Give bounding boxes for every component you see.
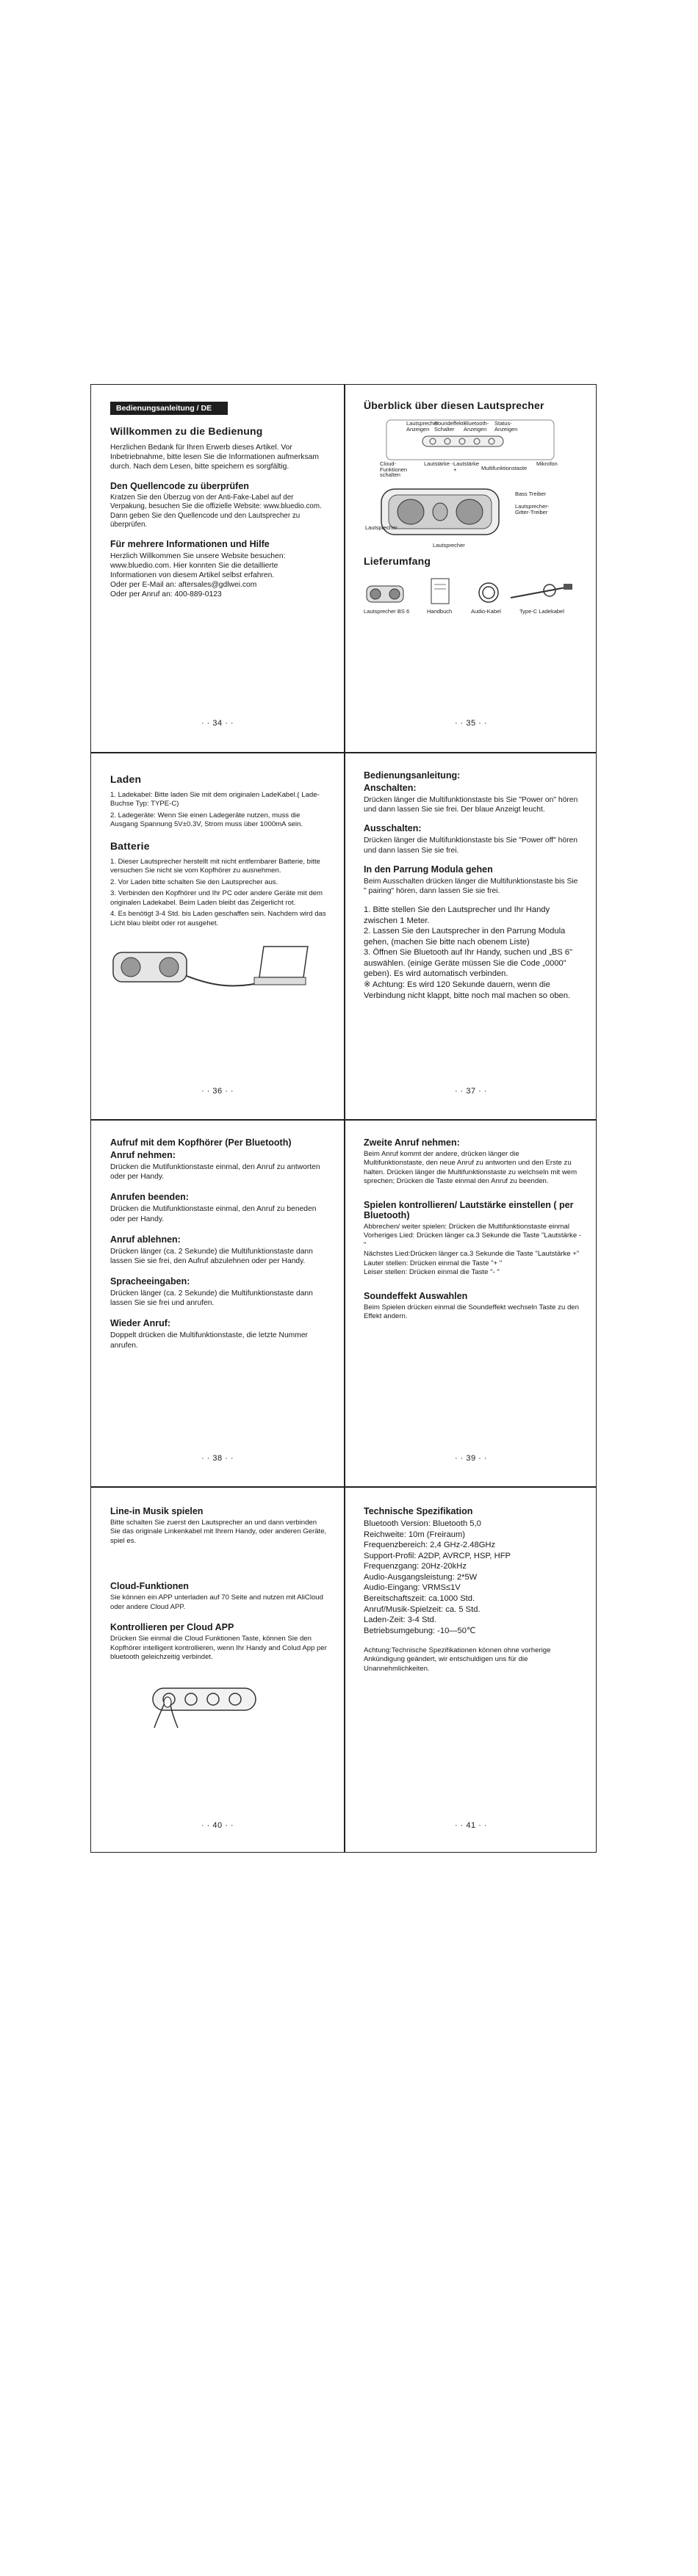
info-heading: Für mehrere Informationen und Hilfe — [110, 538, 270, 549]
label-status-indicator: Status- Anzeigen — [494, 420, 518, 433]
page-35 — [345, 385, 597, 752]
page-number: · · 40 · · — [201, 1821, 234, 1830]
page-number: · · 38 · · — [201, 1454, 234, 1463]
spec-item: Frequenzgang: 20Hz-20kHz — [364, 1562, 467, 1571]
page-number: · · 36 · · — [201, 1087, 234, 1096]
info-line: Oder per E-Mail an: aftersales@gdlwei.com — [110, 581, 257, 590]
spec-item: Audio-Ausgangsleistung: 2*5W — [364, 1572, 478, 1582]
cloud-heading: Cloud-Funktionen — [110, 1581, 189, 1592]
call-section-heading: Wieder Anruf: — [110, 1318, 171, 1329]
page-34 — [91, 385, 344, 752]
pairing-step: 1. Bitte stellen Sie den Lautsprecher und Ihr Handy zwischen 1 Meter. — [364, 905, 550, 925]
specs-note: Achtung:Technische Spezifikationen können ohne vorherige Ankündigung geändert, wir entschuldigen uns für die Unannehmlichkeiten. — [364, 1646, 551, 1673]
soundeffect-text: Beim Spielen drücken einmal die Soundeffekt wechseln Taste zu den Effekt andern. — [364, 1303, 579, 1321]
line-in-text: Bitte schalten Sie zuerst den Lautsprecher an und dann verbinden Sie das originale Linkenkabel mit Ihrem Handy, oder anderen Geräte, spiel es. — [110, 1519, 327, 1545]
pairing-steps — [364, 905, 581, 1001]
item-speaker: Lautsprecher BS 6 — [364, 608, 410, 615]
info-line: Informationen von diesem Artikel selbst erfahren. — [110, 571, 275, 579]
call-section-heading: Anruf ablehnen: — [110, 1234, 181, 1245]
page-number: · · 35 · · — [454, 719, 488, 728]
battery-item: 2. Vor Laden bitte schalten Sie den Lautsprecher aus. — [110, 878, 278, 886]
page-37 — [345, 753, 597, 1120]
welcome-title: Willkommen zu die Bedienung — [110, 425, 263, 437]
call-section-text: Drücken die Mutifunktionstaste einmal, den Anruf zu antworten oder per Handy. — [110, 1163, 320, 1182]
spec-item: Audio-Eingang: VRMS≤1V — [364, 1583, 461, 1593]
manual-sheet — [90, 384, 597, 1853]
playback-item: Nächstes Lied:Drücken länger ca.3 Sekunde die Taste "Lautstärke +" — [364, 1250, 580, 1259]
spec-item: Laden-Zeit: 3-4 Std. — [364, 1616, 436, 1625]
battery-item: 3. Verbinden den Kopfhörer und Ihr PC oder andere Geräte mit dem originalen Ladekabel. Beim Laden bleibt das Zeigerlicht rot. — [110, 889, 323, 907]
contents-heading: Lieferumfang — [364, 555, 431, 567]
page-40 — [91, 1487, 344, 1854]
playback-item: Abbrechen/ weiter spielen: Drücken die Multifunktionstaste einmal — [364, 1222, 569, 1231]
info-line: Oder per Anruf an: 400-889-0123 — [110, 590, 222, 599]
label-soundeffect-switch: Soundeffekt- Schalter — [434, 420, 466, 433]
operation-heading: Bedienungsanleitung: — [364, 770, 461, 781]
page-38 — [91, 1120, 344, 1487]
call-section-heading: Spracheeingaben: — [110, 1276, 190, 1287]
playback-item: Leiser stellen: Drücken einmal die Taste "- " — [364, 1268, 500, 1277]
second-call-heading: Zweite Anruf nehmen: — [364, 1137, 460, 1148]
spec-item: Frequenzbereich: 2,4 GHz-2.48GHz — [364, 1541, 496, 1550]
page-number: · · 34 · · — [201, 719, 234, 728]
battery-heading: Batterie — [110, 839, 150, 852]
cloud-text: Sie können ein APP unterladen auf 70 Seite and nutzen mit AliCloud oder andere Cloud APP. — [110, 1593, 323, 1611]
source-code-heading: Den Quellencode zu überprüfen — [110, 480, 249, 491]
contents-drawing — [364, 576, 577, 609]
label-multifunction: Multifunktionstaste — [481, 465, 528, 471]
spec-item: Anruf/Musik-Spielzeit: ca. 5 Std. — [364, 1604, 481, 1614]
cloud-control-heading: Kontrollieren per Cloud APP — [110, 1622, 234, 1633]
page-41 — [345, 1487, 597, 1854]
page-36 — [91, 753, 344, 1120]
overview-title: Überblick über diesen Lautsprecher — [364, 399, 544, 411]
label-bass-driver: Bass Treiber — [515, 491, 547, 497]
info-line: Herzlich Willkommen Sie unsere Website besuchen: — [110, 551, 286, 560]
battery-item: 1. Dieser Lautsprecher herstellt mit nicht entfernbarer Batterie, bitte versuchen Sie nicht sie vom Kopfhörer zu ausnehmen. — [110, 857, 320, 875]
call-title: Aufruf mit dem Kopfhörer (Per Bluetooth) — [110, 1137, 292, 1148]
label-speaker-left: Lautsprecher — [365, 524, 397, 531]
page-number: · · 37 · · — [454, 1087, 488, 1096]
page-39 — [345, 1120, 597, 1487]
panel-bottom-labels — [364, 461, 581, 477]
info-line: www.bluedio.com. Hier konnten Sie die detaillierte — [110, 561, 278, 570]
second-call-text: Beim Anruf kommt der andere, drücken länger die Multifunktionstaste, den neue Anruf zu antworten und den Erste zu halten. Drücken länger die Multifunktionstaste zu welchseln mit wem sprechen; Drücken die Taste einmal den Anruf zu beenden. — [364, 1150, 578, 1186]
speaker-drawing — [378, 483, 503, 542]
soundeffect-heading: Soundeffekt Auswahlen — [364, 1290, 468, 1301]
top-panel-illustration — [364, 419, 581, 461]
battery-item: 4. Es benötigt 3-4 Std. bis Laden geschaffen sein. Nachdem wird das Licht blau bleibt oder rot ausgehet. — [110, 910, 326, 927]
specs-heading: Technische Spezifikation — [364, 1506, 473, 1516]
label-speaker-bottom: Lautsprecher — [433, 542, 465, 549]
power-off-text: Drücken länger die Multifunktionstaste bis Sie "Power off" hören und dann lassen Sie sie frei. — [364, 836, 578, 855]
label-grille-driver: Lautsprecher- Gitter-Treiber — [515, 503, 550, 515]
specs-list — [364, 1519, 581, 1636]
welcome-text: Herzlichen Bedank für Ihren Erwerb dieses Artikel. Vor Inbetriebnahme, bitte lesen Sie die Informationen aufmerksam durch. Nach dem Lesen, bitte speichern es sorgfältig. — [110, 444, 319, 471]
spec-item: Betriebsumgebung: -10—50℃ — [364, 1626, 476, 1635]
button-press-illustration — [145, 1678, 263, 1729]
cloud-control-text: Drücken Sie einmal die Cloud Funktionen Taste, können Sie den Kopfhörer intelligent kontrollieren, wenn Ihr Handy and Colud App per bluetooth geleichzeitig verbindet. — [110, 1635, 327, 1662]
call-section-text: Drücken länger (ca. 2 Sekunde) die Multifunktionstaste dann lassen Sie sie frei, den Aufruf abzulehnen oder per Handy. — [110, 1247, 313, 1265]
charge-heading: Laden — [110, 773, 142, 785]
power-on-heading: Anschalten: — [364, 783, 417, 793]
label-microphone: Mikrofon — [536, 460, 558, 467]
spec-item: Support-Profil: A2DP, AVRCP, HSP, HFP — [364, 1551, 511, 1560]
call-section-heading: Anrufen beenden: — [110, 1192, 189, 1203]
speaker-illustration — [364, 480, 581, 548]
label-volume-down: Lautstärke - — [424, 460, 453, 467]
item-audio-cable: Audio-Kabel — [471, 608, 501, 615]
package-contents — [364, 573, 581, 617]
pairing-step: 3. Öffnen Sie Bluetooth auf Ihr Handy, suchen und „BS 6" auswählen. (einige Geräte müssen Sie die Code „0000" geben). Es wird automatisch verbinden. — [364, 948, 573, 979]
pairing-text: Beim Ausschalten drücken länger die Multifunktionstaste bis Sie " pairing" hören, dann lassen Sie sie frei. — [364, 877, 578, 895]
pairing-warning: ※ Achtung: Es wird 120 Sekunde dauern, wenn die Verbindung nicht klappt, bitte noch mal machen so oben. — [364, 980, 571, 1000]
pairing-heading: In den Parrung Modula gehen — [364, 864, 493, 875]
pairing-step: 2. Lassen Sie den Lautsprecher in den Parrung Modula gehen, (machen Sie bitte nach obenem Liste) — [364, 927, 566, 947]
power-on-text: Drücken länger die Multifunktionstaste bis Sie "Power on" hören und dann lassen Sie sie frei. Der blaue Anzeigt leucht. — [364, 796, 578, 814]
language-banner: Bedienungsanleitung / DE — [110, 402, 228, 415]
playback-heading: Spielen kontrollieren/ Lautstärke einstellen ( per Bluetooth) — [364, 1199, 574, 1220]
page-number: · · 41 · · — [454, 1821, 488, 1830]
playback-item: Lauter stellen: Drücken einmal die Taste "+ " — [364, 1259, 503, 1267]
charge-item: 1. Ladekabel: Bitte laden Sie mit dem originalen LadeKabel.( Lade-Buchse Typ: TYPE-C) — [110, 791, 320, 808]
playback-item: Vorheriges Lied: Drücken länger ca.3 Sekunde die Taste "Lautstärke - " — [364, 1231, 582, 1249]
source-code-text: Kratzen Sie den Überzug von der Anti-Fake-Label auf der Verpakung, besuchen Sie die offizielle Website: www.bluedio.com. Dann geben Sie den Quellencode und den Lautsprecher zu überprüfen. — [110, 493, 322, 529]
charging-illustration — [110, 941, 323, 999]
call-section-text: Drücken länger (ca. 2 Sekunde) die Multifunktionstaste dann lassen Sie sie frei und anrufen. — [110, 1289, 313, 1308]
item-charge-cable: Type-C Ladekabel — [519, 608, 564, 615]
charge-item: 2. Ladegeräte: Wenn Sie einen Ladegeräte nutzen, muss die Ausgang Spannung 5V±0.3V, Strom muss über 1000mA sein. — [110, 811, 303, 829]
call-section-text: Drücken die Mutifunktionstaste einmal, den Anruf zu beneden oder per Handy. — [110, 1205, 317, 1223]
spec-item: Reichweite: 10m (Freiraum) — [364, 1530, 466, 1539]
spec-item: Bereitschaftszeit: ca.1000 Std. — [364, 1593, 475, 1603]
label-cloud-switch: Cloud-Funktionen schalten — [380, 460, 408, 478]
line-in-heading: Line-in Musik spielen — [110, 1506, 204, 1516]
label-speaker-indicator: Lautsprecher Anzeigen — [406, 420, 439, 433]
call-section-heading: Anruf nehmen: — [110, 1150, 176, 1160]
page-number: · · 39 · · — [454, 1454, 488, 1463]
call-section-text: Doppelt drücken die Multifunktionstaste, die letzte Nummer anrufen. — [110, 1331, 308, 1350]
label-bluetooth-indicator: Bluetooth- Anzeigen — [464, 420, 489, 433]
power-off-heading: Ausschalten: — [364, 823, 422, 834]
spec-item: Bluetooth Version: Bluetooth 5,0 — [364, 1519, 481, 1528]
label-volume-up: Lautstärke + — [453, 460, 480, 473]
item-manual: Handbuch — [427, 608, 453, 615]
